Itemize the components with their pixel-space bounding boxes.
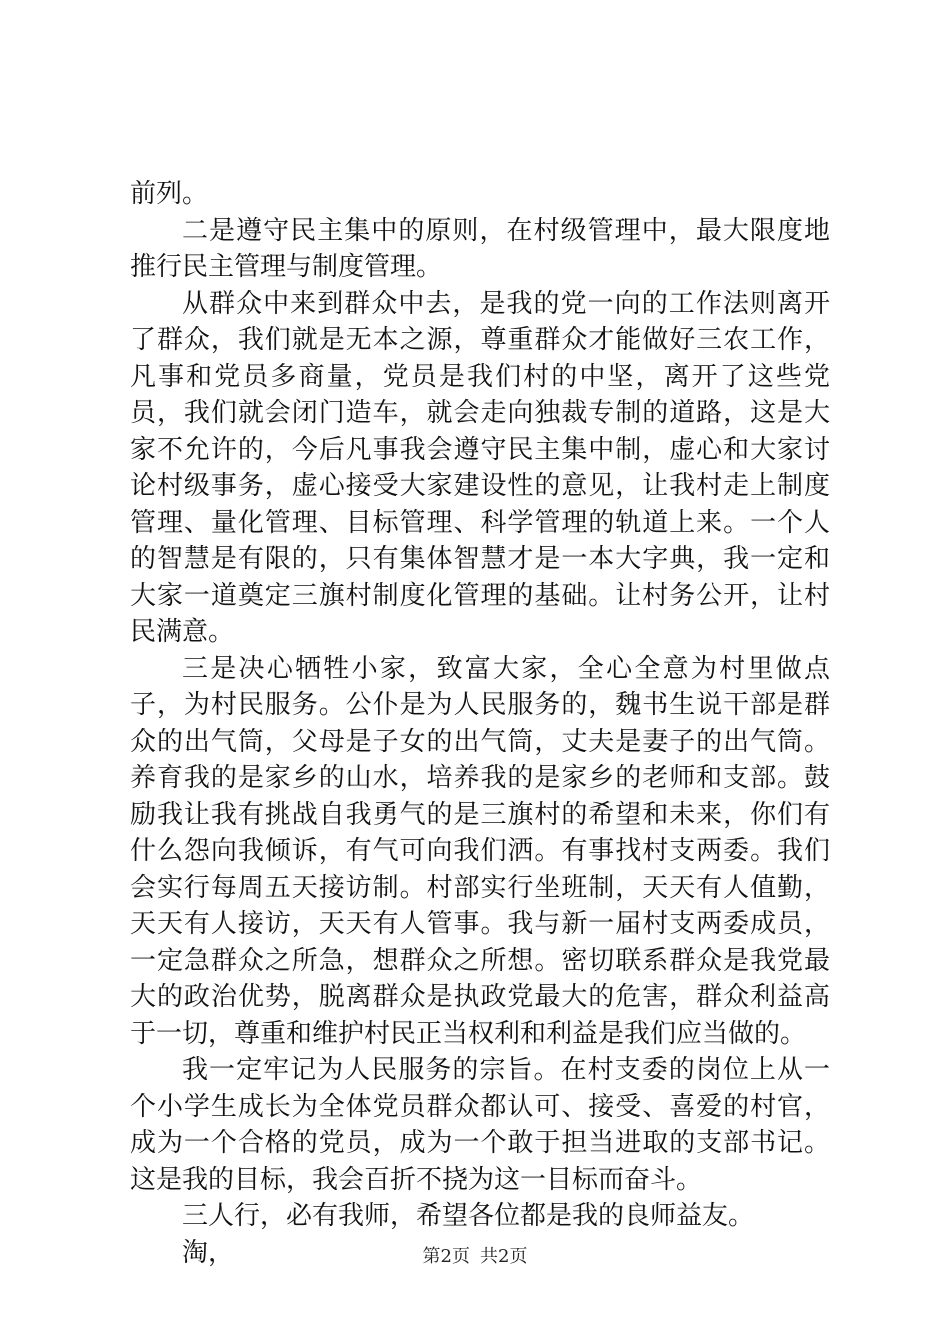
paragraph-6: 三人行，必有我师，希望各位都是我的良师益友。 <box>182 1201 755 1231</box>
paragraph-3: 从群众中来到群众中去，是我的党一向的工作法则离开了群众，我们就是无本之源，尊重群众才能做好三农工作，凡事和党员多商量，党员是我们村的中坚，离开了这些党员，我们就会闭门造车，就会走向独裁专制的道路，这是大家不允许的，今后凡事我会遵守民主集中制，虚心和大家讨论村级事务，虚心接受大家建设性的意见，让我村走上制度管理、量化管理、目标管理、科学管理的轨道上来。一个人的智慧是有限的，只有集体智慧才是一本大字典，我一定和大家一道奠定三旗村制度化管理的基础。让村务公开，让村民满意。 <box>130 288 830 647</box>
document-body <box>130 176 830 1271</box>
page-total: 共2页 <box>480 1246 528 1267</box>
paragraph-2: 二是遵守民主集中的原则，在村级管理中，最大限度地推行民主管理与制度管理。 <box>130 215 830 282</box>
paragraph-1: 前列。 <box>130 179 209 209</box>
paragraph-4: 三是决心牺牲小家，致富大家，全心全意为村里做点子，为村民服务。公仆是为人民服务的，魏书生说干部是群众的出气筒，父母是子女的出气筒，丈夫是妻子的出气筒。养育我的是家乡的山水，培养我的是家乡的老师和支部。鼓励我让我有挑战自我勇气的是三旗村的希望和未来，你们有什么怨向我倾诉，有气可向我们洒。有事找村支两委。我们会实行每周五天接访制。村部实行坐班制，天天有人值勤，天天有人接访，天天有人管事。我与新一届村支两委成员，一定急群众之所急，想群众之所想。密切联系群众是我党最大的政治优势，脱离群众是执政党最大的危害，群众利益高于一切，尊重和维护村民正当权利和利益是我们应当做的。 <box>130 653 830 1049</box>
paragraph-5: 我一定牢记为人民服务的宗旨。在村支委的岗位上从一个小学生成长为全体党员群众都认可、接受、喜爱的村官，成为一个合格的党员，成为一个敢于担当进取的支部书记。这是我的目标，我会百折不挠为这一目标而奋斗。 <box>130 1055 830 1195</box>
page-number: 第2页 <box>422 1246 470 1267</box>
page-footer <box>0 1242 950 1268</box>
paragraph-7: 淘， <box>182 1237 235 1268</box>
